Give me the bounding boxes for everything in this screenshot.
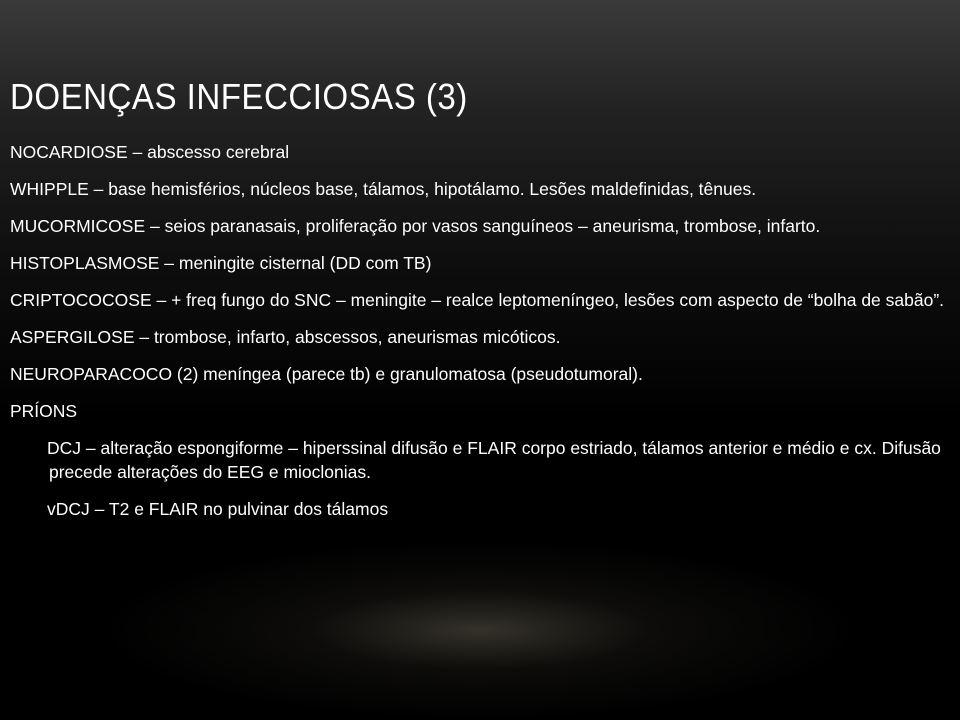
slide-content — [10, 140, 945, 534]
sub-bullet-vdcj: vDCJ – T2 e FLAIR no pulvinar dos tálamos — [47, 499, 389, 519]
sub-bullet-dcj: DCJ – alteração espongiforme – hiperssinal difusão e FLAIR corpo estriado, tálamos anterior e médio e cx. Difusão precede alterações do EEG e mioclonias. — [47, 438, 941, 482]
bullet-whipple: WHIPPLE – base hemisférios, núcleos base, tálamos, hipotálamo. Lesões maldefinidas, tênues. — [10, 179, 757, 199]
bullet-neuroparacoco: NEUROPARACOCO (2) meníngea (parece tb) e granulomatosa (pseudotumoral). — [10, 364, 643, 384]
bullet-nocardiose: NOCARDIOSE – abscesso cerebral — [10, 142, 290, 162]
bullet-histoplasmose: HISTOPLASMOSE – meningite cisternal (DD com TB) — [10, 253, 432, 273]
bullet-aspergilose: ASPERGILOSE – trombose, infarto, abscessos, aneurismas micóticos. — [10, 327, 561, 347]
bullet-mucormicose: MUCORMICOSE – seios paranasais, proliferação por vasos sanguíneos – aneurisma, trombose, infarto. — [10, 216, 821, 236]
slide-title: DOENÇAS INFECCIOSAS (3) — [10, 76, 468, 117]
bullet-criptococose: CRIPTOCOCOSE – + freq fungo do SNC – meningite – realce leptomeníngeo, lesões com aspecto de “bolha de sabão”. — [10, 290, 945, 310]
bullet-prions: PRÍONS — [10, 401, 78, 421]
